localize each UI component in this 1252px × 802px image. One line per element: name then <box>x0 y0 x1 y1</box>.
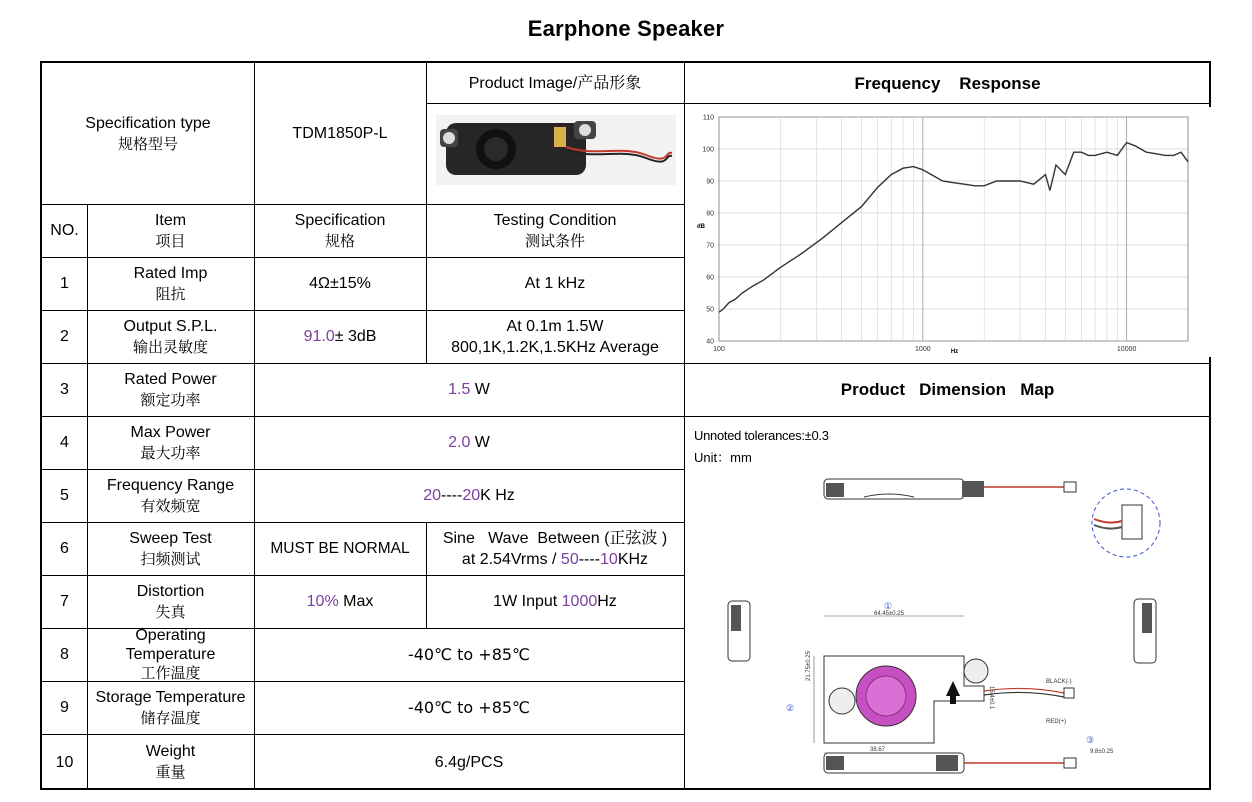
row-item-en: Sweep Test <box>129 529 212 547</box>
row-spec: MUST BE NORMAL <box>270 540 410 557</box>
y-tick-label: 40 <box>706 338 714 346</box>
row-no: 2 <box>60 328 69 345</box>
product-image-label <box>426 63 684 103</box>
row-spec <box>254 575 426 628</box>
dimension-drawing <box>724 471 1170 783</box>
header-item-cn: 项目 <box>155 231 186 250</box>
y-tick-label: 90 <box>706 178 714 186</box>
dimension-map-label: Product Dimension Map <box>840 380 1055 399</box>
header-condition-cn: 测试条件 <box>524 231 585 250</box>
spec-suffix: Max <box>338 593 374 610</box>
row-condition <box>426 575 684 628</box>
header-spec-cn: 规格 <box>324 231 355 250</box>
row-item-en-2: Temperature <box>125 646 216 663</box>
connector-detail <box>1092 489 1160 557</box>
row-value <box>254 469 684 522</box>
row-item <box>87 469 254 522</box>
y-tick-label: 100 <box>702 146 714 154</box>
row-item-en: Storage Temperature <box>95 688 246 706</box>
condition-line-2: 800,1K,1.2K,1.5KHz Average <box>451 338 659 356</box>
row-item-en: Distortion <box>136 582 205 600</box>
product-image-label-text: Product Image/产品形象 <box>468 74 642 92</box>
range-dash: ---- <box>441 487 463 504</box>
row-item-en-1: Operating <box>135 628 206 644</box>
row-no: 5 <box>60 487 69 504</box>
row-value: -40℃ to +85℃ <box>407 698 531 717</box>
spec-value: 10% <box>306 593 339 610</box>
row-item <box>87 310 254 363</box>
condition-line-1: Sine Wave Between (正弦波 ) <box>442 529 668 547</box>
value-unit: W <box>470 434 490 451</box>
row-item-cn: 失真 <box>155 602 186 621</box>
row-item-cn: 输出灵敏度 <box>132 337 208 356</box>
frequency-response-chart <box>693 107 1211 357</box>
dim-length: 64.45±0.25 <box>874 611 904 617</box>
condition-unit: KHz <box>617 550 649 568</box>
wire-red-label: RED(+) <box>1046 719 1067 725</box>
callout-2: ② <box>786 703 795 713</box>
row-no: 7 <box>60 593 69 610</box>
model-number: TDM1850P-L <box>292 125 388 142</box>
row-value: -40℃ to +85℃ <box>407 645 531 664</box>
row-item-cn: 阻抗 <box>155 284 186 303</box>
row-item-en: Frequency Range <box>106 476 235 494</box>
condition-value: 1000 <box>561 593 598 610</box>
row-value: 6.4g/PCS <box>434 753 504 771</box>
row-no: 8 <box>60 646 69 663</box>
range-start: 20 <box>423 487 441 504</box>
frequency-response-label: Frequency Response <box>854 73 1041 93</box>
row-item-en: Rated Power <box>124 370 217 388</box>
header-spec-en: Specification <box>294 211 386 229</box>
dim-width: 38.67 <box>870 747 886 753</box>
row-item <box>87 628 254 681</box>
row-item-en: Weight <box>145 743 196 760</box>
condition-prefix: 1W Input <box>493 593 562 610</box>
row-condition <box>426 522 684 575</box>
y-tick-label: 70 <box>706 242 714 250</box>
row-item-cn: 扫频测试 <box>140 549 201 568</box>
row-item-en: Rated Imp <box>133 264 208 282</box>
spec-type-en: Specification type <box>85 114 211 132</box>
condition-unit: Hz <box>597 593 617 610</box>
header-condition-en: Testing Condition <box>493 211 617 229</box>
row-no: 9 <box>60 699 69 716</box>
row-item-cn: 有效频宽 <box>140 496 201 515</box>
value-number: 2.0 <box>448 434 471 451</box>
front-view <box>786 601 1114 755</box>
row-item <box>87 681 254 734</box>
header-item-en: Item <box>154 211 187 229</box>
x-tick-label: 10000 <box>1116 346 1137 353</box>
spec-type-cn: 规格型号 <box>117 134 178 153</box>
row-no: 10 <box>55 753 74 771</box>
row-spec: 4Ω±15% <box>309 275 371 292</box>
tolerance-note: Unnoted tolerances:±0.3 <box>694 428 829 443</box>
row-item-cn: 重量 <box>155 763 186 781</box>
condition-end: 10 <box>600 550 618 568</box>
value-unit: W <box>470 381 490 398</box>
range-unit: K Hz <box>480 487 515 504</box>
row-no: 6 <box>60 540 69 557</box>
header-no: NO. <box>50 222 79 239</box>
row-value <box>254 363 684 416</box>
spec-type-label <box>42 63 254 204</box>
row-item <box>87 363 254 416</box>
row-no: 4 <box>60 434 69 451</box>
header-spec <box>254 204 426 257</box>
y-tick-label: 50 <box>706 306 714 314</box>
y-tick-label: 60 <box>706 274 714 282</box>
row-item <box>87 575 254 628</box>
value-number: 1.5 <box>448 381 471 398</box>
row-item-cn: 储存温度 <box>140 708 201 727</box>
row-item-cn: 最大功率 <box>140 443 201 462</box>
spec-range: ± 3dB <box>334 328 377 345</box>
row-no: 1 <box>60 275 69 292</box>
row-no: 3 <box>60 381 69 398</box>
condition-dash: ---- <box>578 550 601 568</box>
row-item <box>87 522 254 575</box>
unit-note: Unit：mm <box>694 450 752 465</box>
row-item-cn: 额定功率 <box>140 390 201 409</box>
row-condition <box>426 310 684 363</box>
spec-sheet <box>40 61 1211 790</box>
row-item <box>87 734 254 790</box>
side-view-left <box>728 601 750 661</box>
bottom-view <box>824 753 1076 773</box>
header-item <box>87 204 254 257</box>
x-tick-label: 100 <box>713 346 725 353</box>
row-item-cn: 工作温度 <box>140 664 201 681</box>
dim-depth: 15.4±0.1 <box>988 686 994 710</box>
y-axis-label: dB <box>697 223 705 230</box>
y-tick-label: 80 <box>706 210 714 218</box>
row-item <box>87 257 254 310</box>
side-view-right <box>1134 599 1156 663</box>
row-spec <box>254 310 426 363</box>
row-value <box>254 416 684 469</box>
product-image <box>436 115 676 185</box>
spec-value: 91.0 <box>303 328 335 345</box>
dimension-notes <box>694 425 829 469</box>
dim-thickness: 9.8±0.25 <box>1090 749 1114 755</box>
range-end: 20 <box>462 487 481 504</box>
row-item-en: Output S.P.L. <box>123 317 218 335</box>
callout-1: ① <box>884 601 893 611</box>
y-tick-label: 110 <box>702 114 714 122</box>
wire-black-label: BLACK(-) <box>1046 679 1072 685</box>
condition-start: 50 <box>560 550 579 568</box>
condition-line-1: At 0.1m 1.5W <box>506 317 604 335</box>
row-item <box>87 416 254 469</box>
x-tick-label: 1000 <box>915 346 931 353</box>
row-condition: At 1 kHz <box>524 275 586 292</box>
page-title: Earphone Speaker <box>527 16 725 41</box>
header-condition <box>426 204 684 257</box>
dim-height: 21.75±0.25 <box>806 651 812 681</box>
callout-3: ③ <box>1086 735 1095 745</box>
x-axis-label: Hz <box>950 349 959 355</box>
top-view <box>824 479 1076 499</box>
condition-voltage: at 2.54Vrms / <box>461 550 561 568</box>
row-item-en: Max Power <box>130 423 211 441</box>
